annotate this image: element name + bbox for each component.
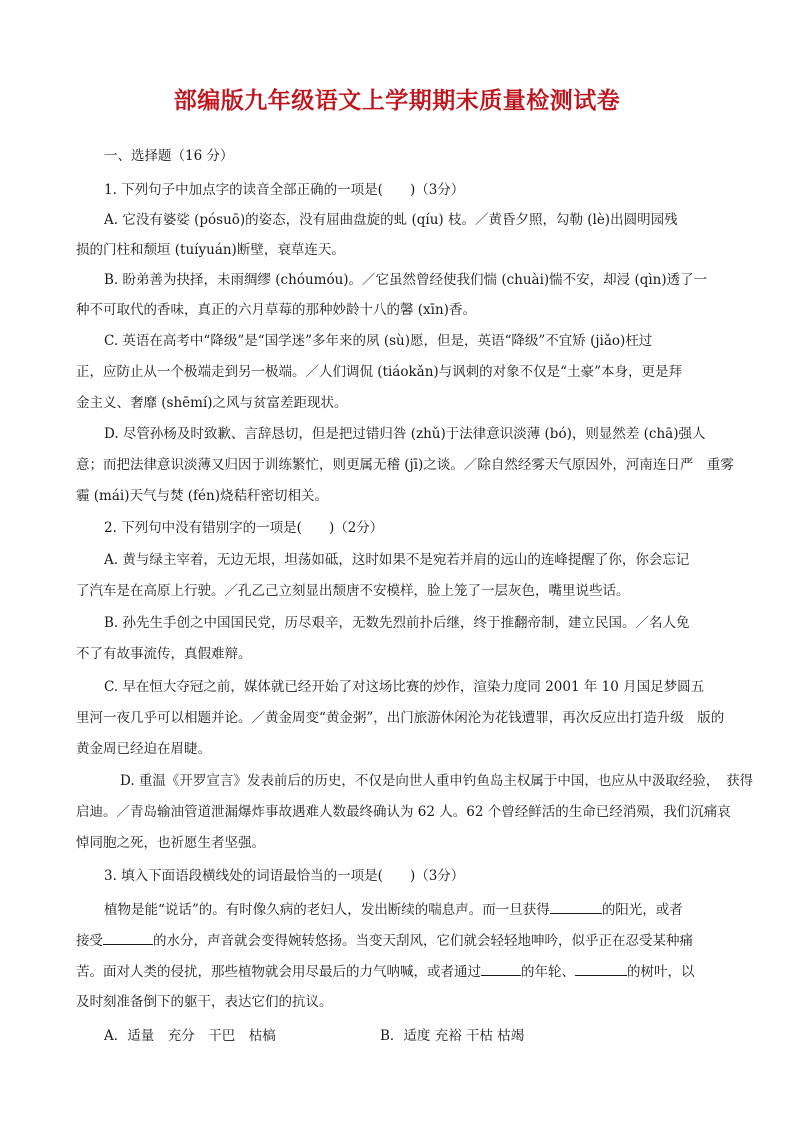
q2-option-b-line1: B. 孙先生手创之中国国民党，历尽艰辛，无数先烈前扑后继，终于推翻帝制，建立民国。／名人免 [104,615,690,631]
q3-passage-line4: 及时刻准备倒下的躯干，表达它们的抗议。 [76,994,333,1010]
q1-option-c-line1: C. 英语在高考中“降级”是“国学迷”多年来的夙 (sù)愿，但是，英语“降级”不宜矫 (jiǎo)枉过 [104,333,653,349]
q2-stem: 2. 下列句中没有错别字的一项是( )（2分） [104,520,384,536]
q3-passage-text: 接受 [76,933,103,949]
section-heading: 一、选择题（16 分） [104,148,234,164]
q3-passage-text: 的年轮、 [521,964,575,980]
q2-option-c-line3: 黄金周已经迫在眉睫。 [76,741,211,757]
q1-option-b-line2: 种不可取代的香味，真正的六月草莓的那种妙龄十八的馨 (xīn)香。 [76,302,476,318]
fill-blank-2 [103,931,153,945]
q3-option-a: A．适量 充分 干巴 枯槁 [104,1028,276,1044]
q3-passage-text: 的水分，声音就会变得婉转悠扬。当变天刮风，它们就会轻轻地呻吟，似乎正在忍受某种痛 [153,933,693,949]
q2-option-d-line1: D. 重温《开罗宣言》发表前后的历史，不仅是向世人重申钓鱼岛主权属于中国，也应从中汲取经验， 获得 [120,773,754,789]
q1-option-c-line2: 正，应防止从一个极端走到另一极端。／人们调侃 (tiáokǎn)与讽刺的对象不仅是“土豪”本身，更是拜 [76,364,682,380]
fill-blank-1 [550,900,602,914]
q1-option-d-line2: 意；而把法律意识淡薄又归因于训练繁忙，则更属无稽 (jī)之谈。／除自然经雾天气原因外，河南连日严 重雾 [76,457,734,473]
q3-option-b: B．适度 充裕 干枯 枯竭 [380,1028,525,1044]
q1-stem: 1. 下列句子中加点字的读音全部正确的一项是( )（3分） [104,182,465,198]
q1-option-a-line1: A. 它没有婆娑 (pósuō)的姿态，没有屈曲盘旋的虬 (qíu) 枝。／黄昏夕照，勾勒 (lè)出圆明园残 [104,212,678,228]
q2-option-c-line1: C. 早在恒大夺冠之前，媒体就已经开始了对这场比赛的炒作，渲染力度同 2001 年 10 月国足梦圆五 [104,679,705,695]
q1-option-d-line1: D. 尽管孙杨及时致歉、言辞恳切，但是把过错归咎 (zhǔ)于法律意识淡薄 (bó)，则显然差 (chā)强人 [104,426,706,442]
q2-option-b-line2: 不了有故事流传，真假难辩。 [76,646,252,662]
q3-passage-text: 植物是能“说话”的。有时像久病的老妇人，发出断续的喘息声。而一旦获得 [104,902,550,918]
q1-option-d-line3: 霾 (mái)天气与焚 (fén)烧秸秆密切相关。 [76,488,328,504]
fill-blank-4 [575,962,627,976]
exam-title: 部编版九年级语文上学期期末质量检测试卷 [173,87,621,114]
q3-passage-line2 [76,931,693,950]
q2-option-d-line3: 悼同胞之死，也祈愿生者坚强。 [76,835,265,851]
q1-option-a-line2: 损的门柱和颓垣 (tuíyuán)断壁，衰草连天。 [76,242,345,258]
q3-passage-text: 的阳光，或者 [601,902,683,918]
q3-passage-line1 [104,900,683,919]
q3-passage-line3 [76,962,695,981]
q2-option-a-line1: A. 黄与绿主宰着，无边无垠，坦荡如砥，这时如果不是宛若并肩的远山的连峰提醒了你，你会忘记 [104,552,690,568]
q3-stem: 3. 填入下面语段横线处的词语最恰当的一项是( )（3分） [104,868,465,884]
q2-option-d-line2: 启迪。／青岛输油管道泄漏爆炸事故遇难人数最终确认为 62 人。62 个曾经鲜活的生命已经消殒，我们沉痛哀 [76,804,731,820]
q3-passage-text: 的树叶，以 [627,964,695,980]
fill-blank-3 [481,962,521,976]
q1-option-c-line3: 金主义、奢靡 (shēmí)之风与贫富差距现状。 [76,395,348,411]
q1-option-b-line1: B. 盼弟善为抉择，未雨绸缪 (chóumóu)。／它虽然曾经使我们惴 (chuài)惴不安，却浸 (qìn)透了一 [104,272,708,288]
q2-option-c-line2: 里河一夜几乎可以相题并论。／黄金周变“黄金粥”，出门旅游休闲沦为花钱遭罪，再次反应出打造升级 版的 [76,710,725,726]
q3-passage-text: 苦。面对人类的侵扰，那些植物就会用尽最后的力气呐喊，或者通过 [76,964,481,980]
q2-option-a-line2: 了汽车是在高原上行驶。／孔乙己立刻显出颓唐不安模样，脸上笼了一层灰色，嘴里说些话。 [76,583,630,599]
